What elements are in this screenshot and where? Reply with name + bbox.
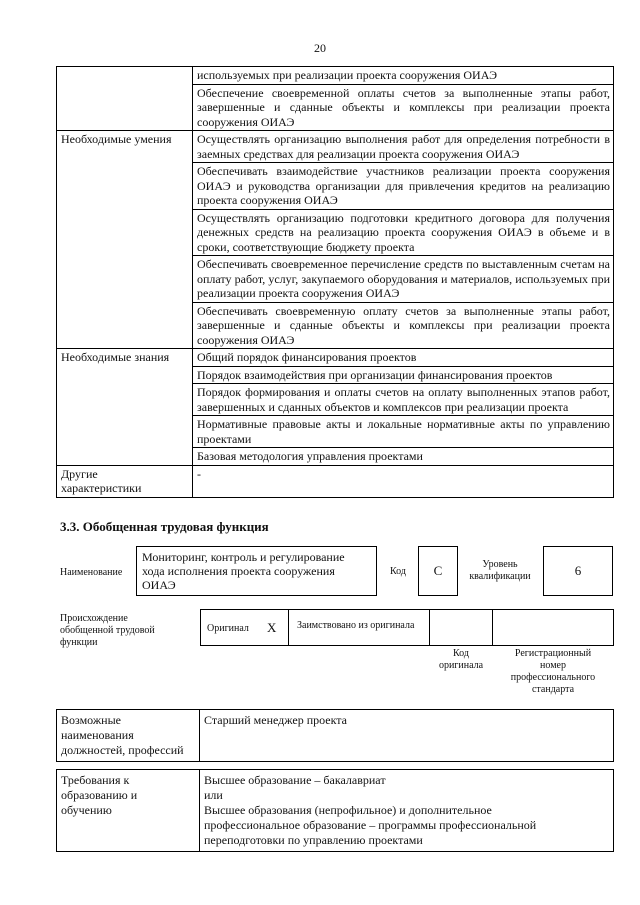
code-caption-line: оригинала — [438, 660, 484, 671]
other-label — [57, 465, 193, 497]
positions-value: Старший менеджер проекта — [200, 710, 614, 762]
code-caption — [429, 648, 493, 672]
education-line: Высшее образования (непрофильное) и дополнительное — [204, 803, 492, 817]
table-row — [57, 67, 614, 85]
positions-table — [56, 709, 614, 762]
skill-item: Обеспечивать своевременное перечисление средств по выставленным счетам на оплату работ, услуг, закупаемого оборудования и материалов, используемых при реализации проекта сооружения ОИАЭ — [193, 256, 614, 303]
origin-label-line: Происхождение — [60, 613, 128, 624]
function-name-box — [136, 546, 377, 596]
education-line: или — [204, 788, 223, 802]
borrowed-label: Заимствовано из оригинала — [297, 620, 415, 631]
origin-label — [60, 613, 155, 649]
positions-label-line: наименования — [61, 728, 134, 742]
skills-label: Необходимые умения — [57, 131, 193, 349]
original-mark: X — [267, 620, 277, 635]
table-row — [57, 349, 614, 367]
skill-item: Обеспечивать своевременную оплату счетов за выполненные этапы работ, завершенные и сданные объекты и комплексы при реализации проекта сооружения ОИАЭ — [193, 302, 614, 349]
section-title: 3.3. Обобщенная трудовая функция — [60, 519, 269, 534]
level-label-line: Уровень — [482, 559, 518, 570]
skill-item: Обеспечивать взаимодействие участников реализации проекта сооружения ОИАЭ и руководства организации для привлечения кредитов на реализацию проекта сооружения ОИАЭ — [193, 163, 614, 210]
function-name-line: ОИАЭ — [142, 578, 176, 592]
table-row — [57, 770, 614, 852]
skill-item: Осуществлять организацию подготовки кредитного договора для получения денежных средств на реализацию проекта сооружения ОИАЭ в объеме и в сроки, соответствующие бюджету проекта — [193, 209, 614, 256]
other-value: - — [193, 465, 614, 497]
registration-number-cell — [492, 609, 614, 646]
function-name-line: хода исполнения проекта сооружения — [142, 564, 335, 578]
education-label-line: Требования к — [61, 773, 130, 787]
code-caption-line: Код — [453, 648, 469, 659]
education-line: профессиональное образование – программы профессиональной — [204, 818, 537, 832]
positions-label-line: должностей, профессий — [61, 743, 184, 757]
knowledge-item: Порядок взаимодействия при организации финансирования проектов — [193, 366, 614, 384]
knowledge-item: Порядок формирования и оплаты счетов на оплату выполненных этапов работ, завершенных и сданных объектов и комплексов при реализации проекта — [193, 384, 614, 416]
table-row — [57, 710, 614, 762]
empty-label-cell — [57, 67, 193, 131]
knowledge-item: Нормативные правовые акты и локальные нормативные акты по управлению проектами — [193, 416, 614, 448]
level-label-line: квалификации — [469, 571, 531, 582]
level-label — [462, 559, 538, 583]
table-row — [57, 131, 614, 163]
original-code-cell — [429, 609, 493, 646]
original-cell — [200, 609, 289, 646]
other-label-line: характеристики — [61, 481, 142, 495]
registration-caption-line: Регистрационный — [514, 648, 592, 659]
skills-knowledge-table — [56, 66, 614, 498]
borrowed-cell — [288, 609, 430, 646]
other-label-line: Другие — [61, 466, 98, 481]
code-value: C — [418, 546, 458, 596]
registration-caption-line: номер — [540, 660, 566, 671]
continuation-text: Обеспечение своевременной оплаты счетов за выполненные этапы работ, завершенные и сданные объекты и комплексы при реализации проекта сооружения ОИАЭ — [193, 84, 614, 131]
knowledge-item: Базовая методология управления проектами — [193, 448, 614, 466]
knowledge-label: Необходимые знания — [57, 349, 193, 466]
registration-caption-line: профессионального — [510, 672, 596, 683]
knowledge-item: Общий порядок финансирования проектов — [193, 349, 614, 367]
level-value: 6 — [543, 546, 613, 596]
function-name-line: Мониторинг, контроль и регулирование — [142, 550, 345, 564]
skill-item: Осуществлять организацию выполнения работ для определения потребности в заемных средствах для реализации проекта сооружения ОИАЭ — [193, 131, 614, 163]
continuation-text: используемых при реализации проекта сооружения ОИАЭ — [193, 67, 614, 85]
page-number: 20 — [314, 41, 326, 55]
code-label: Код — [390, 566, 406, 577]
origin-label-line: обобщенной трудовой — [60, 625, 155, 636]
education-label-line: образованию и — [61, 788, 138, 802]
education-label — [57, 770, 200, 852]
registration-caption-line: стандарта — [531, 684, 575, 695]
positions-label-line: Возможные — [61, 713, 121, 727]
education-label-line: обучению — [61, 803, 112, 817]
positions-label — [57, 710, 200, 762]
education-line: Высшее образование – бакалавриат — [204, 773, 386, 787]
education-table — [56, 769, 614, 852]
education-value — [200, 770, 614, 852]
name-label: Наименование — [60, 567, 123, 578]
origin-label-line: функции — [60, 637, 98, 648]
registration-caption — [495, 648, 611, 696]
education-line: переподготовки по управлению проектами — [204, 833, 423, 847]
table-row — [57, 465, 614, 497]
original-label: Оригинал — [207, 623, 249, 634]
